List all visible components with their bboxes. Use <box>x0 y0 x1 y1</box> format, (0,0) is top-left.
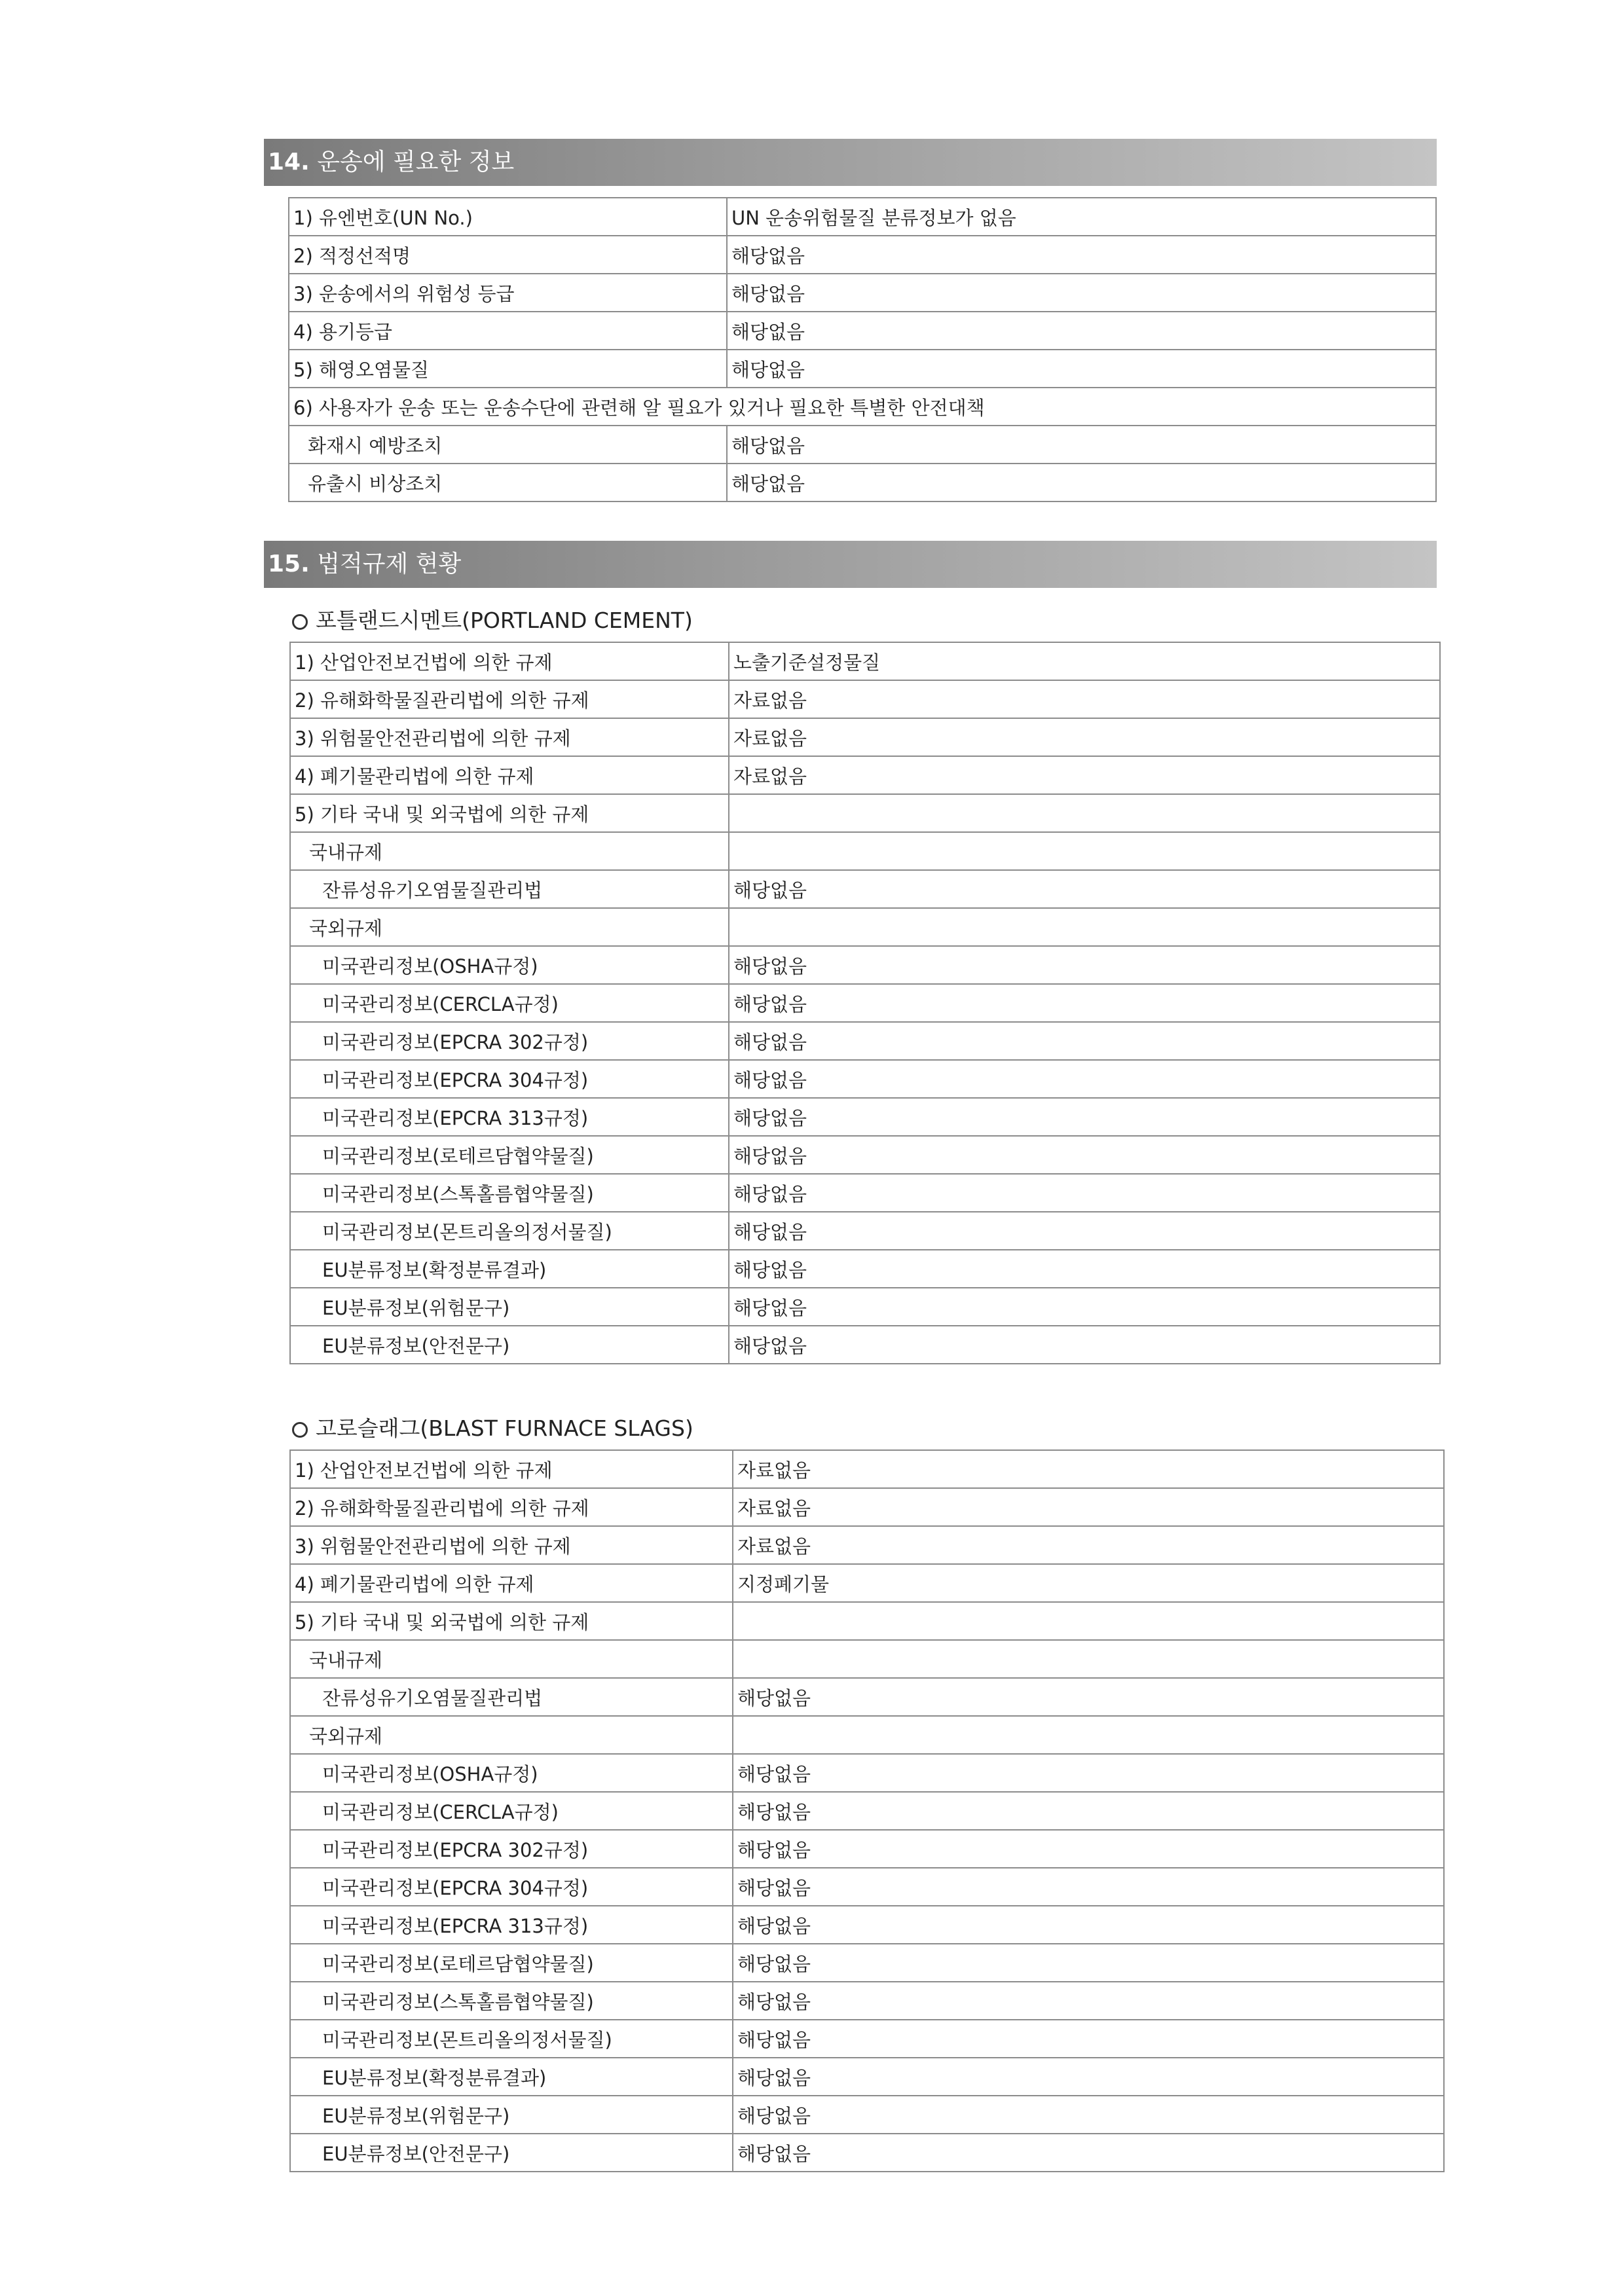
section-14-title: 운송에 필요한 정보 <box>317 149 515 175</box>
row-label: 3) 운송에서의 위험성 등급 <box>289 274 727 312</box>
table-row <box>290 1678 1444 1716</box>
table-row <box>290 2134 1444 2172</box>
row-value: 해당없음 <box>729 1326 1440 1364</box>
row-value: 해당없음 <box>729 1022 1440 1060</box>
table-row <box>289 274 1436 312</box>
section-15-header <box>264 541 1437 588</box>
row-label: EU분류정보(확정분류결과) <box>290 1250 729 1288</box>
circle-bullet-icon <box>292 1422 308 1438</box>
table-row <box>290 1250 1440 1288</box>
row-label: EU분류정보(확정분류결과) <box>290 2058 733 2096</box>
row-label: 미국관리정보(CERCLA규정) <box>290 984 729 1022</box>
row-value: 해당없음 <box>727 350 1436 388</box>
table-row <box>289 312 1436 350</box>
table-row <box>290 1868 1444 1906</box>
circle-bullet-icon <box>292 614 308 630</box>
row-value: 해당없음 <box>729 1250 1440 1288</box>
row-value: 해당없음 <box>733 1830 1444 1868</box>
row-label: 6) 사용자가 운송 또는 운송수단에 관련해 알 필요가 있거나 필요한 특별한 안전대책 <box>289 388 1436 426</box>
table-row <box>290 832 1440 870</box>
row-value: 해당없음 <box>729 1060 1440 1098</box>
table-row <box>290 1288 1440 1326</box>
section-15-number: 15. <box>268 551 310 577</box>
table-row <box>290 1174 1440 1212</box>
table-row <box>290 2096 1444 2134</box>
row-label: 미국관리정보(EPCRA 304규정) <box>290 1060 729 1098</box>
row-label: 국외규제 <box>290 1716 733 1754</box>
table-row <box>290 1906 1444 1944</box>
row-label: 1) 산업안전보건법에 의한 규제 <box>290 1450 733 1488</box>
table-row <box>289 198 1436 236</box>
row-value: 해당없음 <box>733 2020 1444 2058</box>
row-value: 지정폐기물 <box>733 1564 1444 1602</box>
row-label: 잔류성유기오염물질관리법 <box>290 870 729 908</box>
table-row <box>290 984 1440 1022</box>
table-row <box>290 718 1440 756</box>
row-value: 해당없음 <box>729 1288 1440 1326</box>
row-label: 1) 산업안전보건법에 의한 규제 <box>290 642 729 680</box>
row-label: EU분류정보(안전문구) <box>290 1326 729 1364</box>
row-label: 2) 유해화학물질관리법에 의한 규제 <box>290 1488 733 1526</box>
table-row <box>290 1982 1444 2020</box>
transport-info-table <box>288 197 1437 502</box>
row-value: 해당없음 <box>733 1678 1444 1716</box>
row-value: UN 운송위험물질 분류정보가 없음 <box>727 198 1436 236</box>
row-label: 2) 적정선적명 <box>289 236 727 274</box>
row-label: 2) 유해화학물질관리법에 의한 규제 <box>290 680 729 718</box>
table-row <box>290 756 1440 794</box>
row-value: 해당없음 <box>729 1212 1440 1250</box>
row-value <box>733 1640 1444 1678</box>
table-row <box>290 1450 1444 1488</box>
row-value: 해당없음 <box>729 984 1440 1022</box>
row-label: EU분류정보(위험문구) <box>290 1288 729 1326</box>
row-value <box>729 832 1440 870</box>
row-value: 해당없음 <box>733 2096 1444 2134</box>
row-label: 유출시 비상조치 <box>289 464 727 501</box>
section-14-number: 14. <box>268 149 310 175</box>
row-label: 5) 기타 국내 및 외국법에 의한 규제 <box>290 1602 733 1640</box>
table-row <box>290 1098 1440 1136</box>
row-label: 5) 기타 국내 및 외국법에 의한 규제 <box>290 794 729 832</box>
row-label: 미국관리정보(OSHA규정) <box>290 946 729 984</box>
table-row <box>290 1792 1444 1830</box>
row-label: EU분류정보(위험문구) <box>290 2096 733 2134</box>
regulation-table-portland-cement <box>289 642 1441 1364</box>
row-label: 3) 위험물안전관리법에 의한 규제 <box>290 1526 733 1564</box>
row-value: 해당없음 <box>729 946 1440 984</box>
row-value: 해당없음 <box>727 236 1436 274</box>
substance-name: 포틀랜드시멘트(PORTLAND CEMENT) <box>316 608 693 633</box>
row-value: 해당없음 <box>729 870 1440 908</box>
table-row <box>290 870 1440 908</box>
row-label: 화재시 예방조치 <box>289 426 727 464</box>
table-row <box>290 1716 1444 1754</box>
table-row <box>290 1212 1440 1250</box>
row-value: 자료없음 <box>729 680 1440 718</box>
table-row <box>290 1136 1440 1174</box>
row-label: 3) 위험물안전관리법에 의한 규제 <box>290 718 729 756</box>
table-row <box>289 350 1436 388</box>
table-row <box>289 388 1436 426</box>
table-row <box>290 1060 1440 1098</box>
table-row <box>290 1526 1444 1564</box>
row-label: 미국관리정보(EPCRA 302규정) <box>290 1830 733 1868</box>
table-row <box>290 1564 1444 1602</box>
row-value: 해당없음 <box>729 1136 1440 1174</box>
row-label: 국외규제 <box>290 908 729 946</box>
row-value: 자료없음 <box>729 718 1440 756</box>
table-row <box>289 464 1436 501</box>
table-row <box>290 642 1440 680</box>
row-label: 국내규제 <box>290 832 729 870</box>
row-value <box>729 794 1440 832</box>
row-value: 해당없음 <box>733 1906 1444 1944</box>
row-value: 해당없음 <box>733 1792 1444 1830</box>
table-row <box>290 1326 1440 1364</box>
row-label: 미국관리정보(EPCRA 302규정) <box>290 1022 729 1060</box>
row-value: 자료없음 <box>733 1488 1444 1526</box>
row-value: 해당없음 <box>729 1098 1440 1136</box>
table-row <box>290 908 1440 946</box>
regulation-table-blast-furnace-slags <box>289 1449 1445 2172</box>
row-label: 미국관리정보(몬트리올의정서물질) <box>290 1212 729 1250</box>
row-label: 미국관리정보(OSHA규정) <box>290 1754 733 1792</box>
table-row <box>290 2058 1444 2096</box>
row-label: 미국관리정보(EPCRA 313규정) <box>290 1906 733 1944</box>
row-value <box>729 908 1440 946</box>
row-label: 4) 폐기물관리법에 의한 규제 <box>290 1564 733 1602</box>
row-value: 해당없음 <box>727 464 1436 501</box>
table-row <box>290 1602 1444 1640</box>
row-value: 해당없음 <box>727 274 1436 312</box>
row-label: 잔류성유기오염물질관리법 <box>290 1678 733 1716</box>
row-value <box>733 1716 1444 1754</box>
table-row <box>290 1488 1444 1526</box>
row-value: 해당없음 <box>733 1868 1444 1906</box>
row-value <box>733 1602 1444 1640</box>
table-row <box>290 1640 1444 1678</box>
row-value: 해당없음 <box>733 2058 1444 2096</box>
table-row <box>290 2020 1444 2058</box>
section-15-title: 법적규제 현황 <box>317 551 462 577</box>
row-value: 해당없음 <box>733 2134 1444 2172</box>
table-row <box>290 1022 1440 1060</box>
row-label: 미국관리정보(로테르담협약물질) <box>290 1136 729 1174</box>
row-value: 해당없음 <box>733 1944 1444 1982</box>
row-value: 해당없음 <box>733 1754 1444 1792</box>
table-row <box>289 426 1436 464</box>
row-label: 미국관리정보(스톡홀름협약물질) <box>290 1174 729 1212</box>
row-label: 1) 유엔번호(UN No.) <box>289 198 727 236</box>
substance-name: 고로슬래그(BLAST FURNACE SLAGS) <box>316 1415 693 1441</box>
row-value: 자료없음 <box>733 1450 1444 1488</box>
row-value: 노출기준설정물질 <box>729 642 1440 680</box>
row-value: 해당없음 <box>727 312 1436 350</box>
row-value: 해당없음 <box>729 1174 1440 1212</box>
row-value: 해당없음 <box>727 426 1436 464</box>
row-label: 미국관리정보(몬트리올의정서물질) <box>290 2020 733 2058</box>
table-row <box>289 236 1436 274</box>
table-row <box>290 1754 1444 1792</box>
table-row <box>290 794 1440 832</box>
row-label: 4) 용기등급 <box>289 312 727 350</box>
table-row <box>290 1944 1444 1982</box>
row-label: 미국관리정보(EPCRA 313규정) <box>290 1098 729 1136</box>
row-label: 5) 해영오염물질 <box>289 350 727 388</box>
row-label: 미국관리정보(스톡홀름협약물질) <box>290 1982 733 2020</box>
row-label: 미국관리정보(로테르담협약물질) <box>290 1944 733 1982</box>
row-value: 자료없음 <box>733 1526 1444 1564</box>
row-label: 미국관리정보(EPCRA 304규정) <box>290 1868 733 1906</box>
row-label: 4) 폐기물관리법에 의한 규제 <box>290 756 729 794</box>
substance-heading <box>292 605 693 636</box>
table-row <box>290 1830 1444 1868</box>
row-label: EU분류정보(안전문구) <box>290 2134 733 2172</box>
table-row <box>290 680 1440 718</box>
section-14-header <box>264 139 1437 186</box>
row-value: 자료없음 <box>729 756 1440 794</box>
substance-heading <box>292 1413 693 1444</box>
table-row <box>290 946 1440 984</box>
row-label: 국내규제 <box>290 1640 733 1678</box>
row-label: 미국관리정보(CERCLA규정) <box>290 1792 733 1830</box>
row-value: 해당없음 <box>733 1982 1444 2020</box>
